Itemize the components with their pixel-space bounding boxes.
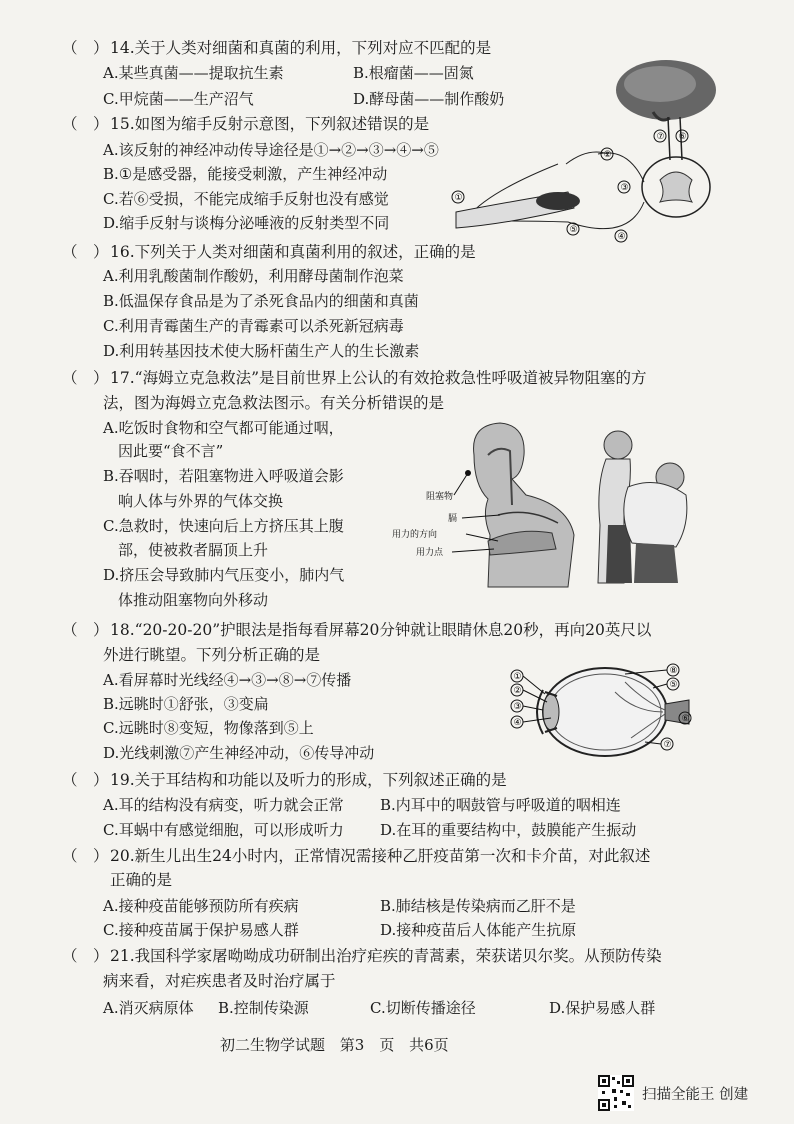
heimlich-label-obstruction: 阻塞物 [426,492,454,502]
eyeball-diagram [505,662,695,762]
scanner-watermark [598,1075,748,1111]
question-17-stem-line-1: 17.“海姆立克急救法”是目前世界上公认的有效抢救急性呼吸道被异物阻塞的方 [110,369,647,387]
answer-blank-19[interactable]: （ ） [62,771,109,789]
eye-label-4: ④ [513,718,522,728]
q15-option-d: D.缩手反射与谈梅分泌唾液的反射类型不同 [103,214,390,232]
q15-option-a: A.该反射的神经冲动传导途径是①→②→③→④→⑤ [103,141,439,159]
heimlich-label-diaphragm: 膈 [448,514,458,524]
q17-option-b-line-1: B.吞咽时，若阻塞物进入呼吸道会影 [103,467,344,485]
q16-option-b: B.低温保存食品是为了杀死食品内的细菌和真菌 [103,292,419,310]
q21-option-b: B.控制传染源 [218,999,309,1017]
reflex-arc-diagram [448,52,738,252]
page-footer [220,1034,459,1055]
eye-label-6: ⑥ [681,714,690,724]
q15-option-b: B.①是感受器，能接受刺激，产生神经冲动 [103,165,388,183]
q17-option-d-line-1: D.挤压会导致肺内气压变小，肺内气 [103,566,345,584]
q17-option-d-line-2: 体推动阻塞物向外移动 [118,591,269,609]
qr-code-icon [598,1075,634,1111]
q18-option-a: A.看屏幕时光线经④→③→⑧→⑦传播 [103,671,352,689]
reflex-label-6: ⑥ [678,132,687,142]
footer-total-pages: 共6页 [409,1036,449,1054]
eye-label-8: ⑧ [669,666,678,676]
question-20-stem-line-1: 20.新生儿出生24小时内，正常情况需接种乙肝疫苗第一次和卡介苗，对此叙述 [110,847,651,865]
q17-option-c-line-2: 部，使被救者膈顶上升 [118,541,269,559]
reflex-label-7: ⑦ [656,132,665,142]
q20-option-b: B.肺结核是传染病而乙肝不是 [380,897,576,915]
heimlich-label-point: 用力点 [416,548,444,558]
question-14-stem: 14.关于人类对细菌和真菌的利用，下列对应不匹配的是 [110,39,492,57]
q21-option-a: A.消灭病原体 [103,999,194,1017]
q18-option-c: C.远眺时⑧变短，物像落到⑤上 [103,719,314,737]
reflex-label-5: ⑤ [569,225,578,235]
q14-option-b: B.根瘤菌——固氮 [353,64,474,82]
question-20-stem-line-2: 正确的是 [110,871,173,889]
reflex-label-3: ③ [620,183,629,193]
answer-blank-21[interactable]: （ ） [62,947,109,965]
answer-blank-14[interactable]: （ ） [62,39,109,57]
q19-option-c: C.耳蜗中有感觉细胞，可以形成听力 [103,821,344,839]
q18-option-b: B.远眺时①舒张，③变扁 [103,695,269,713]
q18-option-d: D.光线刺激⑦产生神经冲动，⑥传导冲动 [103,744,375,762]
q20-option-a: A.接种疫苗能够预防所有疾病 [103,897,299,915]
q19-option-a: A.耳的结构没有病变，听力就会正常 [103,796,344,814]
q16-option-a: A.利用乳酸菌制作酸奶，利用酵母菌制作泡菜 [103,267,404,285]
q21-option-c: C.切断传播途径 [370,999,476,1017]
q17-option-a-line-2: 因此要“食不言” [118,442,224,460]
eye-label-1: ① [513,672,522,682]
q17-option-a-line-1: A.吃饭时食物和空气都可能通过咽， [103,419,344,437]
answer-blank-17[interactable]: （ ） [62,369,109,387]
q20-option-d: D.接种疫苗后人体能产生抗原 [380,921,577,939]
question-21-stem-line-1: 21.我国科学家屠呦呦成功研制出治疗疟疾的青蒿素，荣获诺贝尔奖。从预防传染 [110,947,662,965]
eye-label-7: ⑦ [663,740,672,750]
q20-option-c: C.接种疫苗属于保护易感人群 [103,921,299,939]
question-15-stem: 15.如图为缩手反射示意图，下列叙述错误的是 [110,115,430,133]
q14-option-d: D.酵母菌——制作酸奶 [353,90,505,108]
watermark-text: 扫描全能王 创建 [642,1086,749,1103]
eye-label-5: ⑤ [669,680,678,690]
heimlich-diagram [392,415,700,587]
reflex-label-4: ④ [617,232,626,242]
q19-option-b: B.内耳中的咽鼓管与呼吸道的咽相连 [380,796,621,814]
heimlich-label-direction: 用力的方向 [392,530,438,540]
q14-option-c: C.甲烷菌——生产沼气 [103,90,254,108]
q17-option-c-line-1: C.急救时，快速向后上方挤压其上腹 [103,517,344,535]
answer-blank-15[interactable]: （ ） [62,115,109,133]
footer-title: 初二生物学试题 [220,1036,326,1054]
answer-blank-18[interactable]: （ ） [62,621,109,639]
question-17-stem-line-2: 法，图为海姆立克急救法图示。有关分析错误的是 [103,394,445,412]
q14-option-a: A.某些真菌——提取抗生素 [103,64,284,82]
answer-blank-16[interactable]: （ ） [62,243,109,261]
question-16-stem: 16.下列关于人类对细菌和真菌利用的叙述，正确的是 [110,243,476,261]
question-21-stem-line-2: 病来看，对疟疾患者及时治疗属于 [103,972,336,990]
q15-option-c: C.若⑥受损，不能完成缩手反射也没有感觉 [103,190,389,208]
reflex-label-2: ② [603,150,612,160]
q16-option-c: C.利用青霉菌生产的青霉素可以杀死新冠病毒 [103,317,404,335]
reflex-label-1: ① [454,193,463,203]
eye-label-2: ② [513,686,522,696]
footer-page-number: 第3 页 [339,1036,395,1054]
q21-option-d: D.保护易感人群 [549,999,656,1017]
question-19-stem: 19.关于耳结构和功能以及听力的形成，下列叙述正确的是 [110,771,507,789]
eye-label-3: ③ [513,702,522,712]
q17-option-b-line-2: 响人体与外界的气体交换 [118,492,284,510]
q19-option-d: D.在耳的重要结构中，鼓膜能产生振动 [380,821,637,839]
q16-option-d: D.利用转基因技术使大肠杆菌生产人的生长激素 [103,342,420,360]
answer-blank-20[interactable]: （ ） [62,847,109,865]
question-18-stem-line-1: 18.“20-20-20”护眼法是指每看屏幕20分钟就让眼睛休息20秒，再向20英尺以 [110,621,652,639]
question-18-stem-line-2: 外进行眺望。下列分析正确的是 [103,646,321,664]
